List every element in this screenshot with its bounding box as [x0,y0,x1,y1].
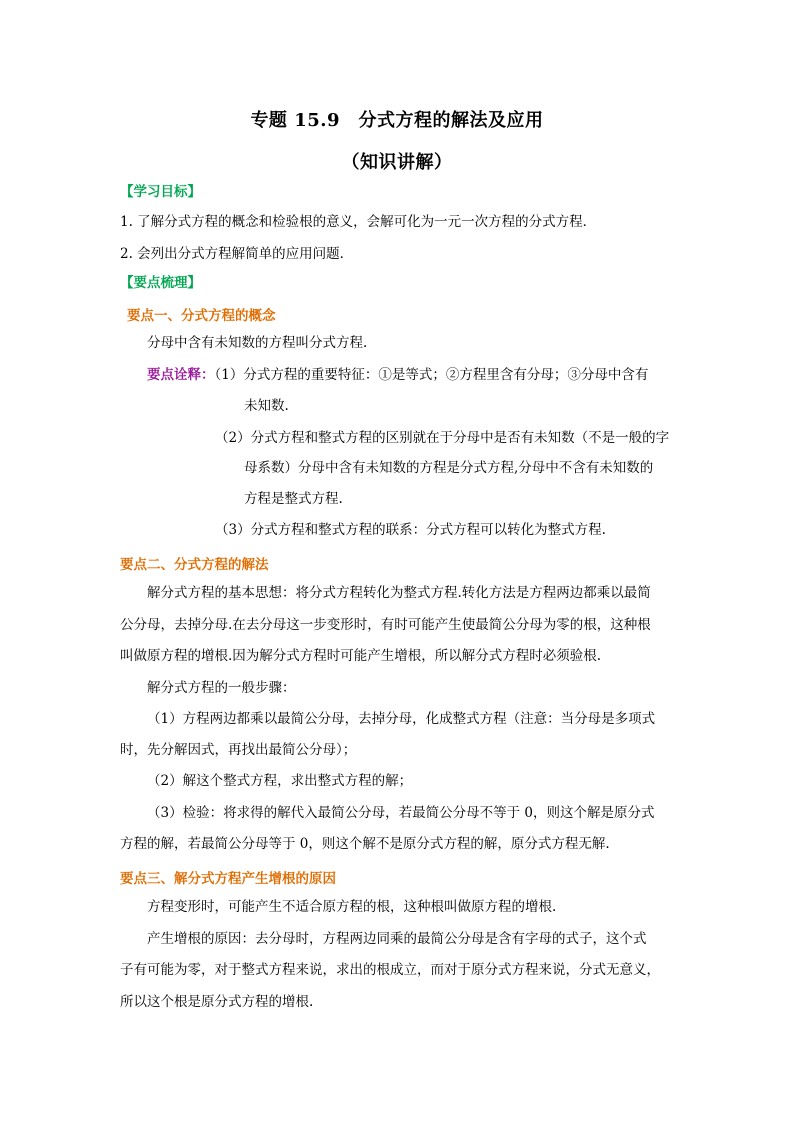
note-label: 要点诠释： [147,367,215,383]
point3-paragraph: 所以这个根是原分式方程的增根. [120,994,314,1010]
point2-heading: 要点二、分式方程的解法 [120,557,269,573]
point3-heading: 要点三、解分式方程产生增根的原因 [120,871,336,887]
note2-line: （2）分式方程和整式方程的区别就在于分母中是否有未知数（不是一般的字 [215,430,670,446]
point2-paragraph: 解分式方程的基本思想：将分式方程转化为整式方程.转化方法是方程两边都乘以最简 [147,585,651,601]
note2-continuation: 方程是整式方程. [244,491,343,507]
steps-intro: 解分式方程的一般步骤： [147,680,296,696]
point3-paragraph: 产生增根的原因：去分母时，方程两边同乘的最简公分母是含有字母的式子，这个式 [147,931,647,947]
step1-line: （1）方程两边都乘以最简公分母，去掉分母，化成整式方程（注意：当分母是多项式 [147,711,656,727]
point1-note-line [147,367,648,383]
note3-line: （3）分式方程和整式方程的联系：分式方程可以转化为整式方程. [215,522,606,538]
point1-definition: 分母中含有未知数的方程叫分式方程. [147,335,368,351]
point1-heading: 要点一、分式方程的概念 [127,308,276,324]
step3-line: （3）检验：将求得的解代入最简公分母，若最简公分母不等于 0，则这个解是原分式 [147,805,655,821]
note2-continuation: 母系数）分母中含有未知数的方程是分式方程,分母中不含有未知数的 [244,460,654,476]
keypoints-heading: 【要点梳理】 [120,275,201,291]
page-subtitle: （知识讲解） [341,152,453,173]
note1-text: （1）分式方程的重要特征：①是等式；②方程里含有分母；③分母中含有 [214,367,649,383]
objectives-heading: 【学习目标】 [120,184,201,200]
point3-paragraph: 子有可能为零，对于整式方程来说，求出的根成立，而对于原分式方程来说，分式无意义， [120,962,660,978]
step2-line: （2）解这个整式方程，求出整式方程的解； [147,773,413,789]
point2-paragraph: 叫做原方程的增根.因为解分式方程时可能产生增根，所以解分式方程时必须验根. [120,648,602,664]
page-title: 专题 15.9 分式方程的解法及应用 [250,110,544,131]
note1-continuation: 未知数. [244,398,289,414]
objective-item: 2. 会列出分式方程解简单的应用问题． [120,246,354,262]
step1-continuation: 时，先分解因式，再找出最简公分母）； [120,742,357,758]
objective-item: 1. 了解分式方程的概念和检验根的意义，会解可化为一元一次方程的分式方程． [120,214,597,230]
point3-paragraph: 方程变形时，可能产生不适合原方程的根，这种根叫做原方程的增根. [147,899,557,915]
step3-continuation: 方程的解，若最简公分母等于 0，则这个解不是原分式方程的解，原分式方程无解. [120,836,610,852]
point2-paragraph: 公分母，去掉分母.在去分母这一步变形时，有时可能产生使最简公分母为零的根，这种根 [120,617,651,633]
